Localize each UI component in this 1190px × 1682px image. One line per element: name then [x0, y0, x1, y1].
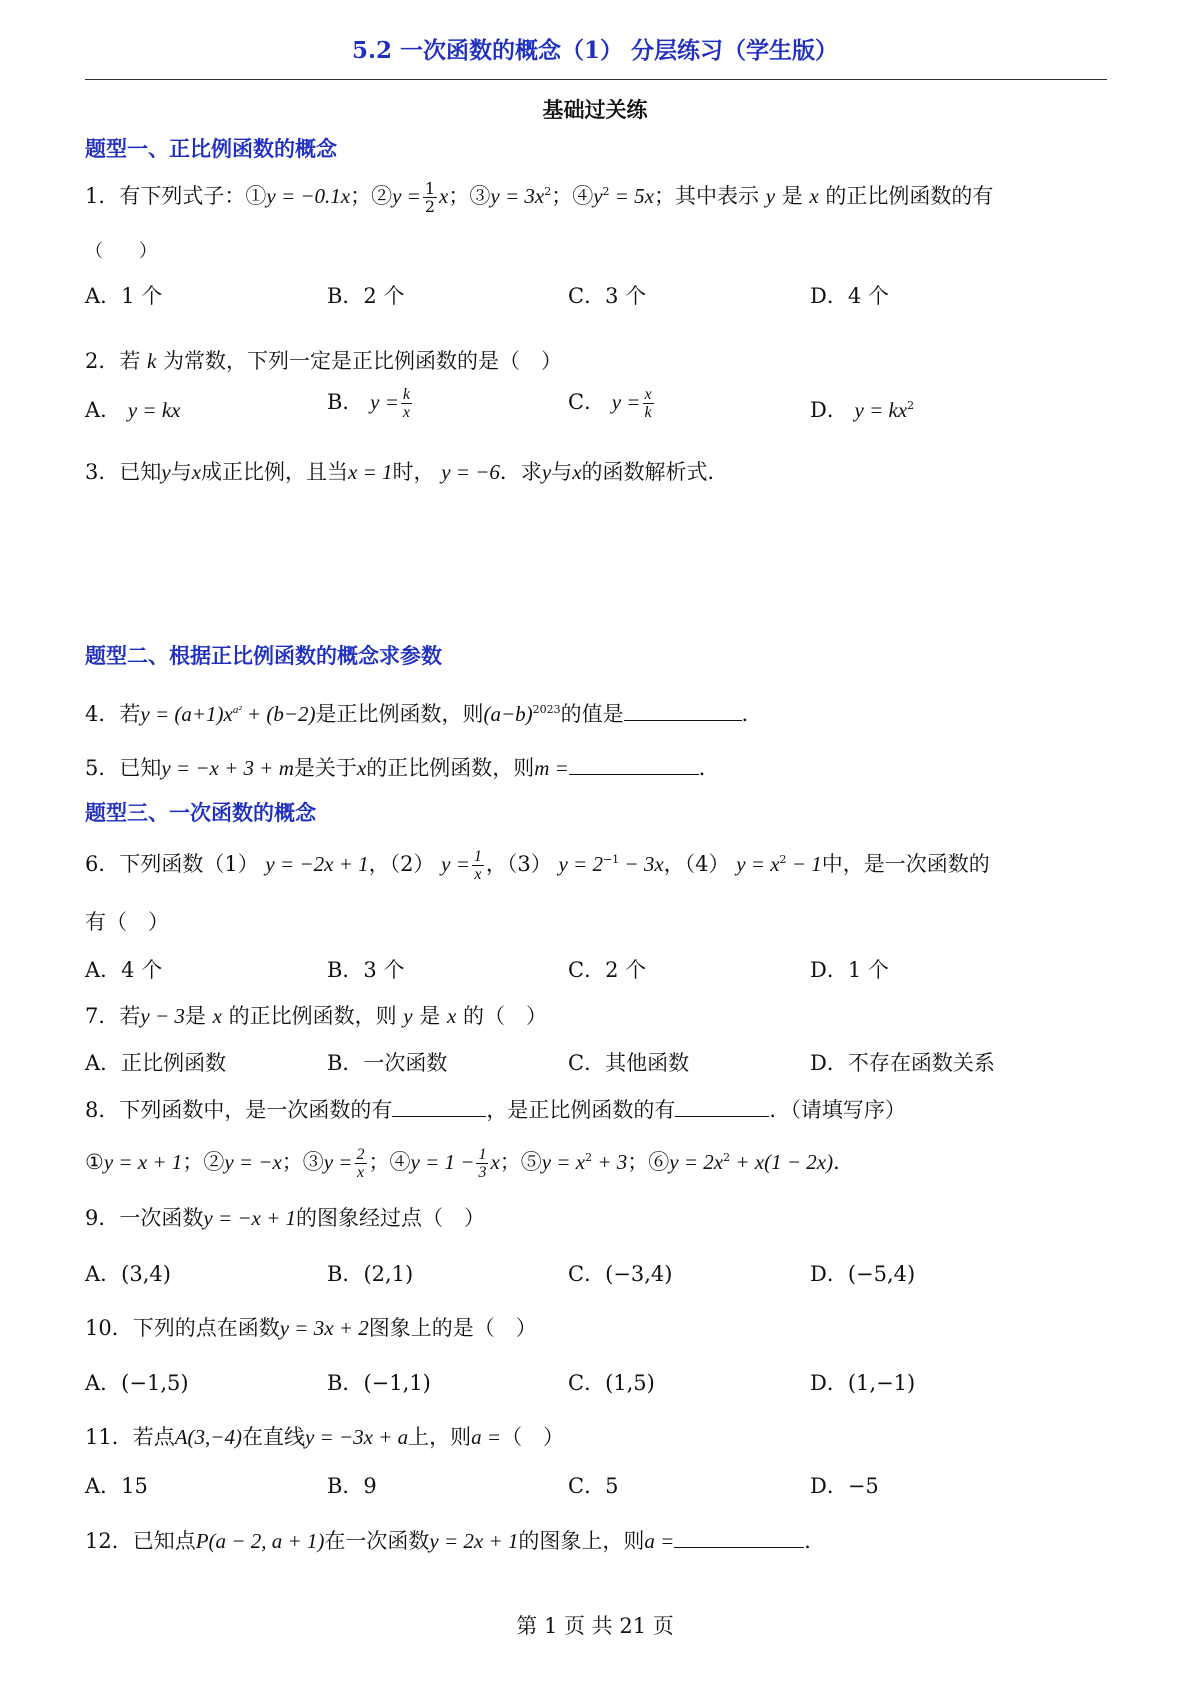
q2-option-b[interactable]: B． y = $\frac{k}{x}$	[327, 386, 410, 421]
q10-option-b[interactable]: B．(−1,1)	[327, 1371, 431, 1395]
q6-option-c[interactable]: C．2 个	[568, 958, 647, 982]
q9-option-d[interactable]: D．(−5,4)	[810, 1262, 916, 1286]
q6-option-d[interactable]: D．1 个	[810, 958, 889, 982]
q11-option-a[interactable]: A．15	[85, 1474, 148, 1498]
question-3: 3．已知y与x成正比例，且当x = 1时， y = −6．求y与x的函数解析式．	[85, 460, 729, 484]
q8-blank-proportional[interactable]	[675, 1116, 769, 1117]
q4-answer-blank[interactable]	[624, 720, 742, 721]
q2-option-a[interactable]: A． y = kx	[85, 398, 181, 422]
q7-option-d[interactable]: D．不存在函数关系	[810, 1051, 995, 1075]
q9-option-a[interactable]: A．(3,4)	[85, 1262, 171, 1286]
q7-option-a[interactable]: A．正比例函数	[85, 1051, 227, 1075]
q1-option-c[interactable]: C．3 个	[568, 284, 647, 308]
question-6-cont: 有（ ）	[85, 910, 169, 934]
q1-option-b[interactable]: B．2 个	[327, 284, 405, 308]
q10-option-a[interactable]: A．(−1,5)	[85, 1371, 189, 1395]
q11-option-b[interactable]: B．9	[327, 1474, 377, 1498]
q7-option-b[interactable]: B．一次函数	[327, 1051, 448, 1075]
question-8-list: ①y = x + 1；②y = −x；③y = $\frac{2}{x}$ ；④y = 1 − $\frac{1}{3}$ x；⑤y = $x^2 + 3$；⑥y = $2x^2 + x(1 - 2x)$．	[85, 1146, 855, 1181]
q11-option-c[interactable]: C．5	[568, 1474, 619, 1498]
question-7: 7．若y − 3是 x 的正比例函数，则 y 是 x 的（ ）	[85, 1004, 547, 1028]
q9-option-c[interactable]: C．(−3,4)	[568, 1262, 673, 1286]
q10-option-d[interactable]: D．(1,−1)	[810, 1371, 916, 1395]
q8-blank-linear[interactable]	[392, 1116, 486, 1117]
page-title: 5.2 一次函数的概念（1） 分层练习（学生版）	[351, 37, 839, 64]
page-footer: 第 1 页 共 21 页	[516, 1614, 674, 1638]
q2-option-c[interactable]: C． y = $\frac{x}{k}$	[568, 386, 652, 421]
header-divider	[85, 79, 1107, 80]
q11-option-d[interactable]: D．−5	[810, 1474, 879, 1498]
question-8: 8．下列函数中，是一次函数的有 ，是正比例函数的有 ．（请填写序）	[85, 1098, 906, 1122]
question-1-paren: （ ）	[85, 241, 157, 262]
q1-option-d[interactable]: D．4 个	[810, 284, 889, 308]
question-2: 2．若 k 为常数，下列一定是正比例函数的是（ ）	[85, 349, 563, 373]
section-title-2: 题型二、根据正比例函数的概念求参数	[85, 643, 442, 668]
q10-option-c[interactable]: C．(1,5)	[568, 1371, 655, 1395]
q1-option-a[interactable]: A．1 个	[85, 284, 163, 308]
q12-answer-blank[interactable]	[674, 1547, 804, 1548]
question-11: 11．若点A(3,−4)在直线y = −3x + a上，则a =（ ）	[85, 1425, 565, 1449]
question-6: 6．下列函数（1） y = −2x + 1，（2） y = $\frac{1}{x}$ ，（3） $y = 2^{-1} - 3x$，（4） $y = x^2 - 1$中，是一次函数的	[85, 848, 990, 883]
q2-option-d[interactable]: D． $y = kx^2$	[810, 398, 915, 422]
question-12: 12．已知点P(a − 2, a + 1)在一次函数y = 2x + 1的图象上，则a = ．	[85, 1529, 826, 1553]
q6-option-b[interactable]: B．3 个	[327, 958, 405, 982]
question-10: 10．下列的点在函数y = 3x + 2图象上的是（ ）	[85, 1316, 537, 1340]
q7-option-c[interactable]: C．其他函数	[568, 1051, 690, 1075]
q5-answer-blank[interactable]	[569, 774, 699, 775]
q9-option-b[interactable]: B．(2,1)	[327, 1262, 414, 1286]
question-4: 4．若$y = (a+1)x^{a^2} + (b-2)$是正比例函数，则$(a-b)^{2023}$的值是 ．	[85, 702, 763, 726]
section-title-3: 题型三、一次函数的概念	[85, 800, 316, 825]
q6-option-a[interactable]: A．4 个	[85, 958, 163, 982]
section-title-1: 题型一、正比例函数的概念	[85, 136, 337, 161]
question-5: 5．已知y = −x + 3 + m是关于x的正比例函数，则m = ．	[85, 756, 720, 780]
question-1: 1．有下列式子：①y = −0.1x；②y = $\frac{1}{2}$ x；③y = $3x^2$；$④y^2 = 5x$；其中表示 y 是 x 的正比例函数的有	[85, 179, 994, 216]
section-heading: 基础过关练	[542, 97, 648, 122]
question-9: 9．一次函数y = −x + 1的图象经过点（ ）	[85, 1206, 486, 1230]
